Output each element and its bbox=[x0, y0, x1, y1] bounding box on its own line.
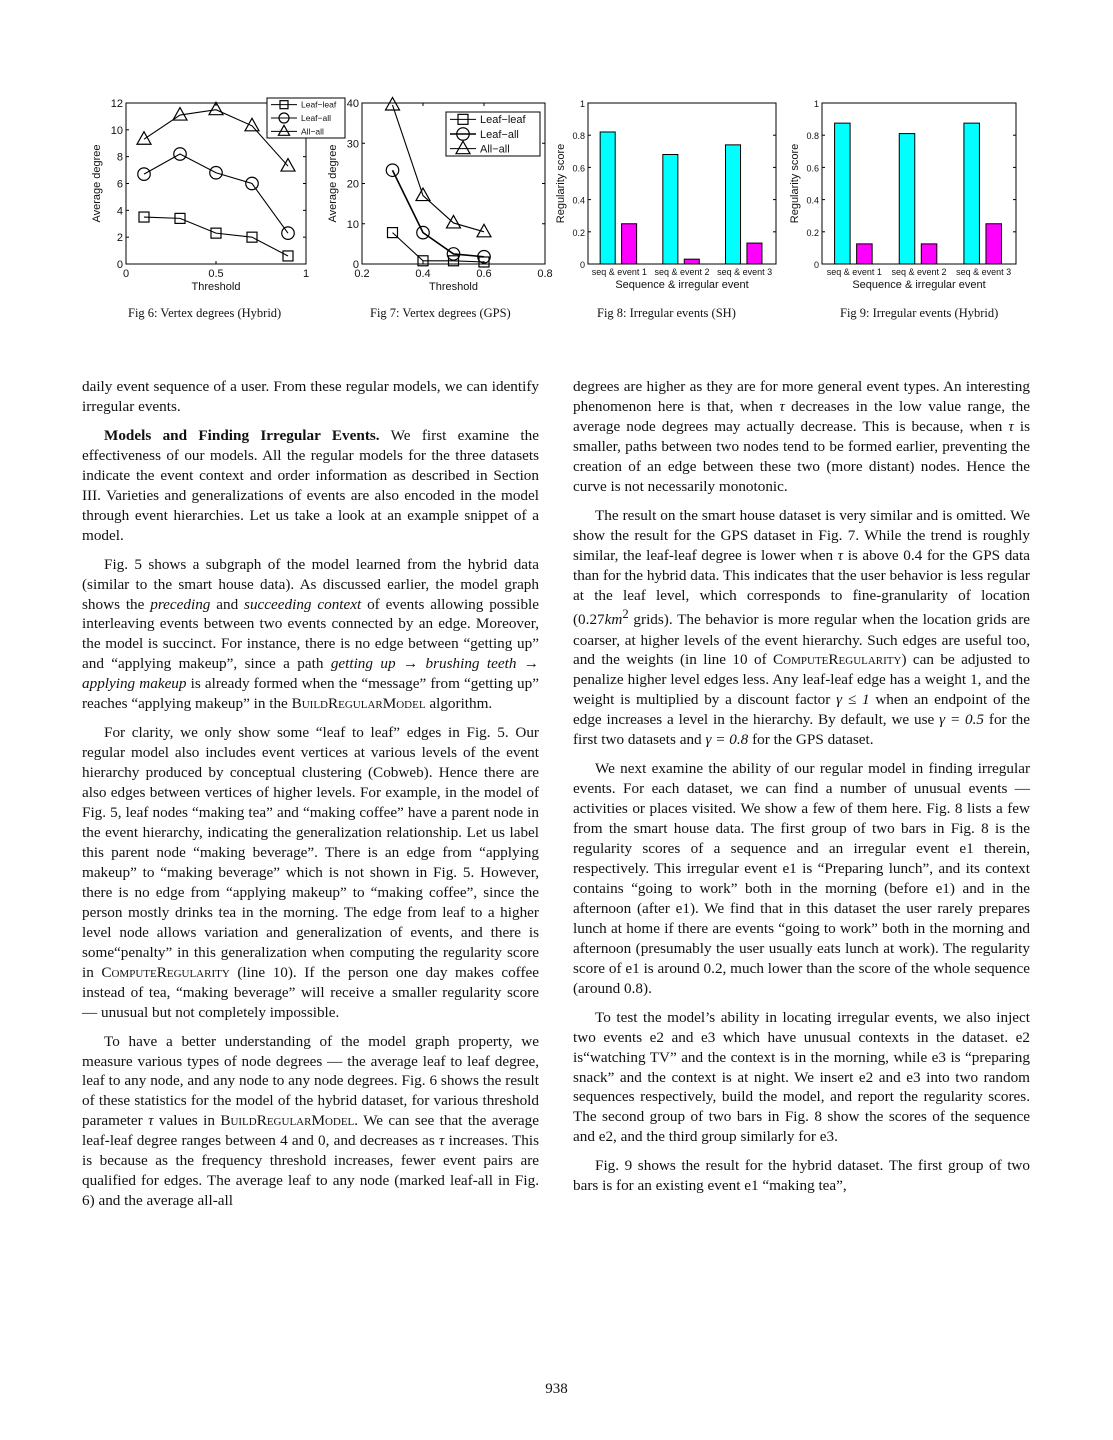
bar bbox=[899, 134, 915, 264]
fig8-plot bbox=[548, 88, 788, 298]
legend-label: All−all bbox=[480, 143, 510, 156]
y-tick-label: 0.8 bbox=[806, 131, 819, 142]
y-tick-label: 0.2 bbox=[572, 227, 585, 238]
legend-label: All−all bbox=[301, 126, 324, 137]
paragraph: Fig. 5 shows a subgraph of the model learned from the hybrid data (similar to the smart house data). As discussed earlier, the model graph shows the preceding and succeeding context of events allowing possible interleaving events between two events connected by an edge. Moreover, the model is succinct. For instance, there is no edge between “getting up” and “applying makeup”, since a path getting up → brushing teeth → applying makeup is already formed when the “message” from “getting up” reaches “applying makeup” in the BuildRegularModel algorithm. bbox=[82, 555, 539, 713]
plot-frame bbox=[588, 103, 776, 264]
x-tick-label: seq & event 2 bbox=[654, 267, 710, 277]
y-tick-label: 0 bbox=[116, 259, 123, 271]
paragraph: The result on the smart house dataset is very similar and is omitted. We show the result for the GPS dataset in Fig. 7. While the trend is roughly similar, the leaf-leaf degree is lower when τ is above 0.4 for the GPS data than for the hybrid data. This indicates that the user behavior is less regular at the leaf level, which corresponds to fine-granularity of location ($0.27km^2$ grids). The behavior is more regular when the location grids are coarser, at higher levels of the event hierarchy. Such edges are useful too, and the weights (in line 10 of ComputeRegularity) can be adjusted to penalize higher level edges less. Any leaf-leaf edge has a weight 1, and the weight is multiplied by a discount factor γ ≤ 1 when an endpoint of the edge increases a level in the hierarchy. By default, we use γ = 0.5 for the first two datasets and γ = 0.8 for the GPS dataset. bbox=[573, 506, 1031, 749]
y-tick-label: 8 bbox=[116, 151, 123, 164]
x-axis-label: Threshold bbox=[429, 281, 478, 293]
triangle-marker-icon bbox=[137, 132, 151, 145]
paragraph: To have a better understanding of the model graph property, we measure various types of node degrees — the average leaf to leaf degree, leaf to any node, and any node to any node degrees. Fig. 6 shows the result of these statistics for the model of the hybrid dataset, for various threshold parameter τ values in BuildRegularModel. We can see that the average leaf-leaf degree ranges between 4 and 0, and decreases as τ increases. This is because as the frequency threshold increases, fewer event pairs are qualified for edges. The average leaf to any node (marked leaf-all in Fig. 6) and the average all-all bbox=[82, 1032, 539, 1210]
right-column bbox=[573, 377, 1030, 1205]
x-tick-label: seq & event 3 bbox=[717, 267, 773, 277]
y-tick-label: 0.6 bbox=[572, 163, 585, 174]
y-tick-label: 0 bbox=[579, 260, 585, 270]
triangle-marker-icon bbox=[447, 215, 461, 228]
circle-marker-icon bbox=[138, 168, 151, 181]
y-tick-label: 4 bbox=[116, 205, 123, 218]
x-tick-label: seq & event 3 bbox=[956, 267, 1012, 277]
fig9-plot bbox=[783, 88, 1028, 298]
left-column bbox=[82, 377, 539, 1220]
fig8-caption: Fig 8: Irregular events (SH) bbox=[597, 306, 736, 320]
y-axis-label: Regularity score bbox=[555, 143, 567, 224]
legend-label: Leaf−leaf bbox=[480, 114, 526, 127]
x-axis-label: Threshold bbox=[191, 281, 241, 293]
triangle-marker-icon bbox=[386, 98, 400, 111]
y-tick-label: 10 bbox=[110, 124, 123, 137]
section-heading: Models and Finding Irregular Events. bbox=[104, 426, 380, 444]
y-axis-label: Average degree bbox=[327, 144, 339, 223]
triangle-marker-icon bbox=[245, 118, 259, 131]
paragraph: To test the model’s ability in locating irregular events, we also inject two events e2 and e3 which have unusual contexts in the dataset. e2 is“watching TV” and the context is in the morning, while e3 is “preparing snack” and the context is at night. We insert e2 and e3 into two random sequences respectively, build the model, and report the regularity scores. The second group of two bars in Fig. 8 show the scores of the sequence and e2, and the third group similarly for e3. bbox=[573, 1008, 1030, 1146]
x-tick-label: 0.2 bbox=[354, 268, 370, 280]
y-tick-label: 20 bbox=[346, 178, 359, 191]
y-tick-label: 0.2 bbox=[806, 227, 819, 238]
fig6-caption: Fig 6: Vertex degrees (Hybrid) bbox=[128, 306, 282, 320]
y-tick-label: 0.4 bbox=[806, 195, 819, 206]
figure-7-line-chart bbox=[320, 88, 560, 298]
x-axis-label: Sequence & irregular event bbox=[852, 279, 986, 291]
square-marker-icon bbox=[283, 251, 293, 261]
paragraph: Models and Finding Irregular Events. We first examine the effectiveness of our models. All the regular models for the three datasets indicate the event context and order information as described in Section III. Varieties and generalizations of events are also encoded in the model through event hierarchies. Let us take a look at an example snippet of a model. bbox=[82, 426, 539, 544]
algorithm-name: ComputeRegularity bbox=[773, 651, 902, 669]
series-line bbox=[393, 170, 485, 257]
y-tick-label: 30 bbox=[346, 138, 359, 151]
series-line bbox=[144, 154, 288, 233]
y-tick-label: 12 bbox=[110, 98, 123, 110]
x-tick-label: 0.5 bbox=[208, 268, 224, 280]
x-tick-label: 0.4 bbox=[415, 268, 431, 280]
bar bbox=[725, 145, 740, 264]
bar bbox=[747, 243, 762, 264]
page-number: 938 bbox=[545, 1381, 568, 1397]
x-tick-label: 1 bbox=[302, 268, 310, 280]
paragraph: Fig. 9 shows the result for the hybrid dataset. The first group of two bars is for an existing event e1 “making tea”, bbox=[573, 1157, 1030, 1195]
y-tick-label: 0.6 bbox=[806, 163, 819, 174]
figure-9-bar-chart bbox=[783, 88, 1028, 298]
y-tick-label: 6 bbox=[116, 178, 123, 191]
algorithm-name: ComputeRegularity bbox=[101, 963, 230, 981]
algorithm-name: BuildRegularModel bbox=[291, 695, 426, 713]
y-tick-label: 2 bbox=[116, 232, 123, 245]
fig7-caption: Fig 7: Vertex degrees (GPS) bbox=[370, 306, 511, 320]
y-tick-label: 0 bbox=[352, 259, 359, 271]
bar bbox=[684, 259, 699, 264]
legend-label: Leaf−all bbox=[301, 112, 332, 123]
figure-8-bar-chart bbox=[548, 88, 788, 298]
y-tick-label: 0 bbox=[813, 260, 819, 270]
y-tick-label: 10 bbox=[346, 218, 359, 231]
y-tick-label: 40 bbox=[346, 98, 359, 110]
x-tick-label: 0.6 bbox=[476, 268, 492, 280]
bar bbox=[835, 123, 851, 264]
fig9-caption: Fig 9: Irregular events (Hybrid) bbox=[840, 306, 999, 320]
paragraph: degrees are higher as they are for more general event types. An interesting phenomenon here is that, when τ decreases in the low value range, the average node degrees may actually decrease. This is because, when τ is smaller, paths between two nodes tend to be formed earlier, preventing the creation of an edge between these two (more distant) nodes. Hence the curve is not necessarily monotonic. bbox=[573, 378, 1031, 495]
fig6-plot bbox=[85, 88, 355, 298]
x-tick-label: 0 bbox=[122, 268, 130, 280]
series-line bbox=[144, 110, 288, 166]
bar bbox=[921, 244, 937, 264]
series-line bbox=[393, 233, 485, 262]
bar bbox=[986, 224, 1002, 264]
algorithm-name: BuildRegularModel bbox=[220, 1112, 355, 1130]
y-axis-label: Regularity score bbox=[789, 143, 801, 224]
y-tick-label: 0.4 bbox=[572, 195, 585, 206]
x-axis-label: Sequence & irregular event bbox=[615, 279, 749, 291]
x-tick-label: seq & event 2 bbox=[891, 267, 947, 277]
y-tick-label: 1 bbox=[579, 99, 585, 109]
paragraph: For clarity, we only show some “leaf to leaf” edges in Fig. 5. Our regular model also includes event vertices at various levels of the event hierarchy produced by conceptual clustering (Cobweb). Hence there are also edges between vertices of higher levels. For example, in the model of Fig. 5, leaf nodes “making tea” and “making coffee” have a parent node in the event hierarchy, indicating the generalization relationship. Let us label this parent node “making beverage”. There is an edge from “applying makeup” to “making beverage” which is not shown in Fig. 5. However, there is no edge from “applying makeup” to “making coffee”, since the person mostly drinks tea in the morning. The edge from leaf to a higher level node allows variation and generalization of events, and there is some“penalty” in this generalization when computing the regularity score in ComputeRegularity (line 10). If the person one day makes coffee instead of tea, “making beverage” will receive a smaller regularity score — unusual but not completely impossible. bbox=[82, 724, 539, 1021]
legend-label: Leaf−leaf bbox=[301, 99, 337, 110]
y-axis-label: Average degree bbox=[91, 144, 103, 223]
paragraph: daily event sequence of a user. From these regular models, we can identify irregular events. bbox=[82, 378, 539, 415]
bar bbox=[622, 224, 637, 264]
bar bbox=[663, 155, 678, 264]
bar bbox=[600, 132, 615, 264]
x-tick-label: seq & event 1 bbox=[826, 267, 882, 277]
fig7-plot bbox=[320, 88, 560, 298]
legend-label: Leaf−all bbox=[480, 128, 519, 141]
y-tick-label: 0.8 bbox=[572, 131, 585, 142]
bar bbox=[964, 123, 980, 264]
paragraph: We next examine the ability of our regular model in finding irregular events. For each dataset, we can find a number of unusual events — activities or places visited. We show a few of them here. Fig. 8 lists a few from the smart house data. The first group of two bars in Fig. 8 is the regularity scores of a sequence and an irregular event e1 therein, respectively. This irregular event e1 is “Preparing lunch”, and its context contains “going to work” both in the morning (before e1) and in the afternoon (after e1). We find that in this dataset the user rarely prepares lunch at home if there are events “going to work” both in the morning and afternoon (presumably the user usually eats lunch at work). The regularity score of e1 is around 0.2, much lower than the score of the whole sequence (around 0.8). bbox=[573, 760, 1030, 997]
bar bbox=[857, 244, 873, 264]
series-line bbox=[144, 217, 288, 256]
x-tick-label: seq & event 1 bbox=[591, 267, 647, 277]
figure-6-line-chart bbox=[85, 88, 355, 298]
y-tick-label: 1 bbox=[813, 99, 819, 109]
x-tick-label: 0.8 bbox=[537, 268, 553, 280]
